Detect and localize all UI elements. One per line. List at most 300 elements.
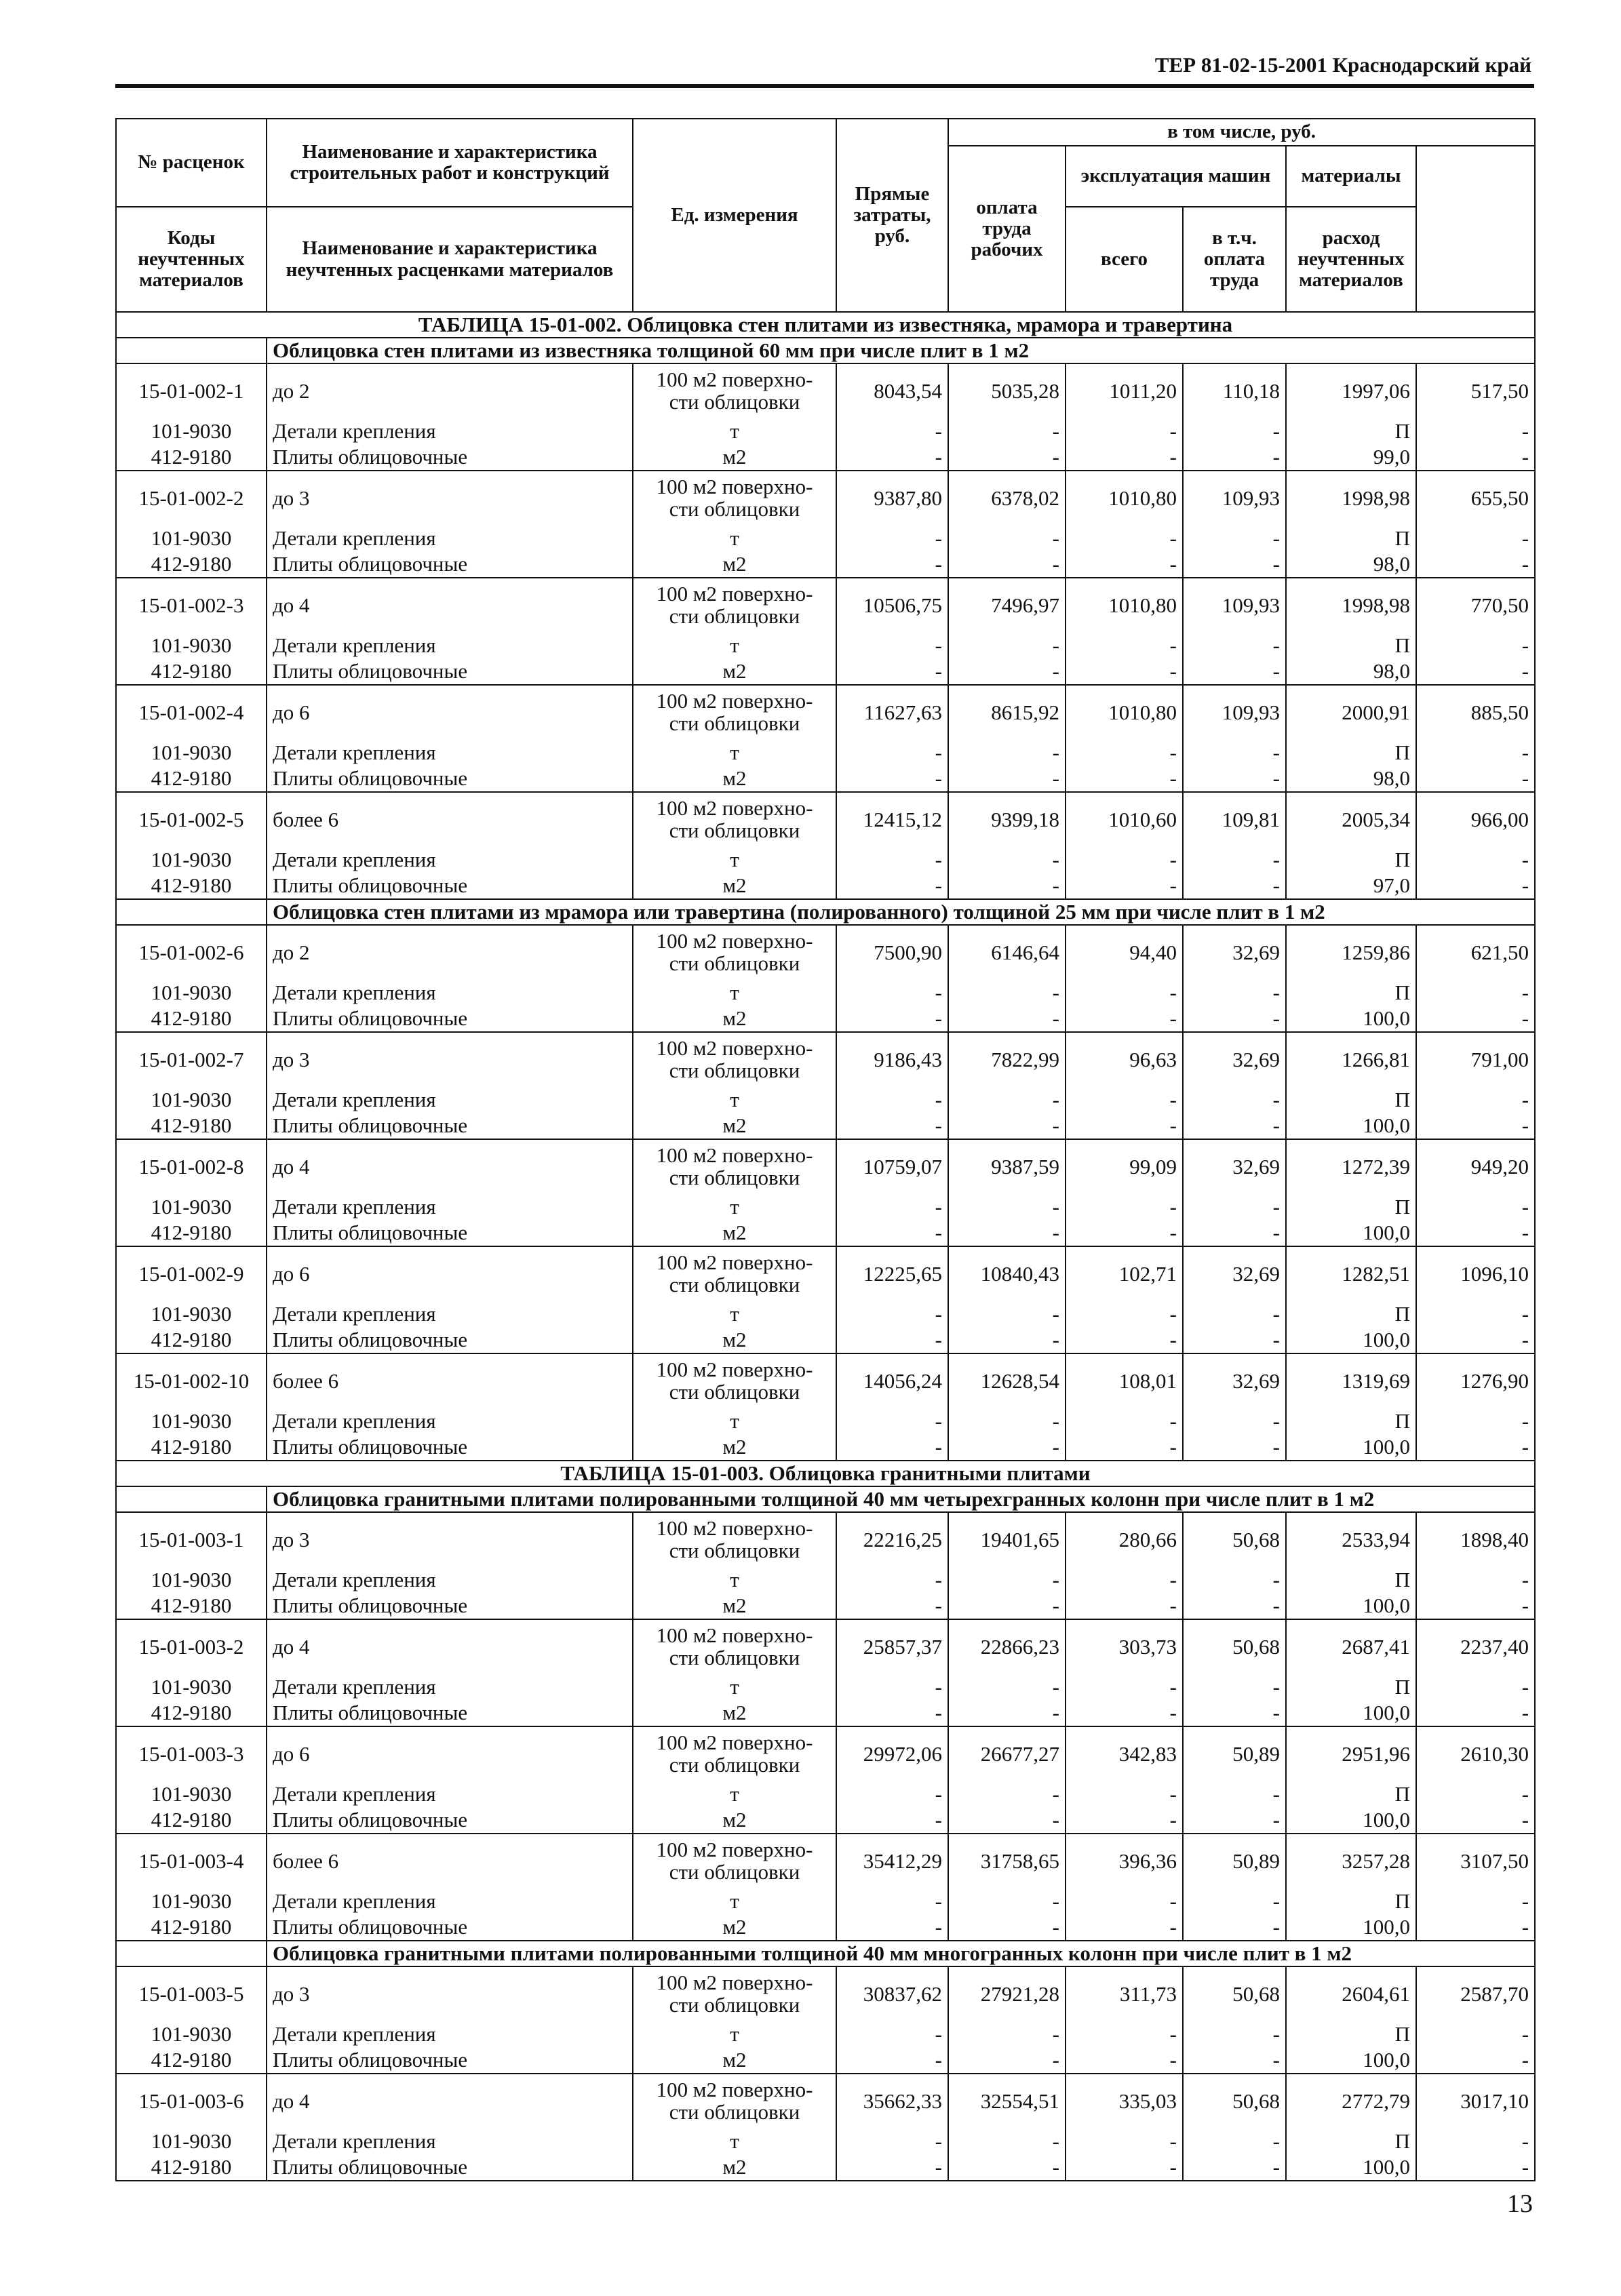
direct-cost: - [836,739,948,766]
col-incl: в том числе, руб. [948,119,1535,146]
material-name: Плиты облицовочные [267,1006,633,1032]
machines-labor: - [1183,525,1286,551]
unit-line-1: 100 м2 поверхно- [656,928,813,953]
direct-cost: - [836,979,948,1006]
rate-code: 15-01-002-4 [116,685,267,739]
material-unit: м2 [633,1593,836,1619]
rate-name: до 6 [267,1726,633,1781]
unit-line-2: сти облицовки [669,2099,800,2124]
rate-unit [633,792,836,846]
material-code: 101-9030 [116,1408,267,1434]
col-labor: оплата труда рабочих [948,146,1066,312]
material-qty: П [1286,2128,1416,2154]
labor-hours: 2610,30 [1416,1726,1535,1781]
material-code: 412-9180 [116,1593,267,1619]
material-code: 101-9030 [116,2128,267,2154]
material-row [116,1566,1535,1593]
header-rule [115,84,1534,88]
material-code: 101-9030 [116,1193,267,1220]
material-code: 101-9030 [116,1301,267,1327]
labor-hours: - [1416,766,1535,792]
labor-pay: - [948,1193,1066,1220]
labor-pay: 9399,18 [948,792,1066,846]
rate-row [116,578,1535,632]
machines-total: 108,01 [1066,1353,1183,1408]
group-title-row [116,899,1535,925]
labor-hours: - [1416,2154,1535,2181]
material-qty: П [1286,632,1416,658]
labor-pay: - [948,525,1066,551]
machines-total: 96,63 [1066,1032,1183,1086]
rate-row [116,925,1535,979]
labor-pay: - [948,2047,1066,2074]
labor-pay: - [948,658,1066,685]
labor-pay: - [948,2021,1066,2047]
labor-hours: - [1416,1674,1535,1700]
labor-hours: - [1416,1408,1535,1434]
direct-cost: - [836,1113,948,1139]
labor-hours: - [1416,1914,1535,1941]
labor-pay: 6378,02 [948,471,1066,525]
machines-total: - [1066,979,1183,1006]
material-name: Детали крепления [267,1888,633,1914]
rate-name: более 6 [267,1834,633,1888]
direct-cost: - [836,1301,948,1327]
material-unit: т [633,1301,836,1327]
machines-labor: - [1183,1434,1286,1461]
machines-labor: - [1183,1086,1286,1113]
labor-pay: - [948,1113,1066,1139]
material-qty: П [1286,1566,1416,1593]
labor-pay: - [948,1914,1066,1941]
machines-total: 1010,80 [1066,471,1183,525]
direct-cost: - [836,418,948,444]
material-name: Плиты облицовочные [267,766,633,792]
labor-hours: - [1416,979,1535,1006]
labor-hours: - [1416,418,1535,444]
material-unit: т [633,1408,836,1434]
machines-labor: 50,89 [1183,1726,1286,1781]
material-name: Детали крепления [267,1301,633,1327]
rate-code: 15-01-002-9 [116,1246,267,1301]
labor-hours: 770,50 [1416,578,1535,632]
labor-hours: - [1416,1220,1535,1246]
rate-row [116,1353,1535,1408]
direct-cost: - [836,444,948,471]
rate-name: до 6 [267,1246,633,1301]
machines-labor: - [1183,1914,1286,1941]
material-name: Детали крепления [267,418,633,444]
direct-cost: - [836,1086,948,1113]
direct-cost: 35412,29 [836,1834,948,1888]
material-code: 412-9180 [116,1434,267,1461]
rate-unit [633,1966,836,2021]
material-row [116,2021,1535,2047]
material-code: 412-9180 [116,1006,267,1032]
unit-line-1: 100 м2 поверхно- [656,1623,813,1647]
document-reference: ТЕР 81-02-15-2001 Краснодарский край [1154,53,1531,77]
labor-pay: - [948,2154,1066,2181]
labor-pay: 12628,54 [948,1353,1066,1408]
labor-pay: - [948,1434,1066,1461]
machines-labor: - [1183,739,1286,766]
material-row [116,846,1535,873]
direct-cost: 10506,75 [836,578,948,632]
material-name: Плиты облицовочные [267,1220,633,1246]
machines-labor: - [1183,551,1286,578]
material-name: Плиты облицовочные [267,1113,633,1139]
material-code: 412-9180 [116,766,267,792]
rate-row [116,1032,1535,1086]
material-name: Плиты облицовочные [267,658,633,685]
material-unit: т [633,418,836,444]
unit-line-1: 100 м2 поверхно- [656,367,813,391]
unit-line-2: сти облицовки [669,1165,800,1189]
material-row [116,1193,1535,1220]
materials-cost: 2533,94 [1286,1512,1416,1566]
machines-total: - [1066,2154,1183,2181]
col-code-top: № расценок [116,119,267,207]
material-qty: П [1286,1301,1416,1327]
material-code: 101-9030 [116,1674,267,1700]
labor-hours: - [1416,2021,1535,2047]
material-row [116,739,1535,766]
unit-line-1: 100 м2 поверхно- [656,688,813,713]
machines-total: - [1066,1113,1183,1139]
rate-row [116,1834,1535,1888]
machines-labor: - [1183,1807,1286,1834]
machines-total: 1010,80 [1066,685,1183,739]
rate-unit [633,1619,836,1674]
materials-cost: 2005,34 [1286,792,1416,846]
machines-total: - [1066,1781,1183,1807]
machines-labor: 50,89 [1183,1834,1286,1888]
material-name: Детали крепления [267,525,633,551]
rate-unit [633,1834,836,1888]
group-title-row [116,1941,1535,1966]
materials-cost: 1998,98 [1286,471,1416,525]
machines-labor: - [1183,873,1286,899]
direct-cost: 12225,65 [836,1246,948,1301]
direct-cost: - [836,1888,948,1914]
machines-total: 1010,60 [1066,792,1183,846]
machines-labor: 32,69 [1183,925,1286,979]
material-code: 412-9180 [116,551,267,578]
material-name: Детали крепления [267,1674,633,1700]
materials-cost: 1272,39 [1286,1139,1416,1193]
material-row [116,1006,1535,1032]
page-number: 13 [1507,2190,1533,2218]
material-row [116,1700,1535,1726]
machines-total: - [1066,1327,1183,1353]
direct-cost: 25857,37 [836,1619,948,1674]
machines-total: - [1066,1566,1183,1593]
material-row [116,1914,1535,1941]
material-row [116,1301,1535,1327]
material-name: Плиты облицовочные [267,551,633,578]
rate-code: 15-01-002-10 [116,1353,267,1408]
labor-pay: - [948,418,1066,444]
direct-cost: - [836,1593,948,1619]
machines-total: - [1066,873,1183,899]
machines-labor: - [1183,418,1286,444]
labor-hours: 2587,70 [1416,1966,1535,2021]
rate-code: 15-01-003-5 [116,1966,267,2021]
materials-cost: 2604,61 [1286,1966,1416,2021]
machines-total: - [1066,1674,1183,1700]
labor-pay: - [948,1674,1066,1700]
machines-total: 99,09 [1066,1139,1183,1193]
machines-labor: 50,68 [1183,1966,1286,2021]
unit-line-1: 100 м2 поверхно- [656,795,813,820]
unit-line-1: 100 м2 поверхно- [656,1516,813,1540]
material-row [116,418,1535,444]
material-qty: П [1286,846,1416,873]
labor-hours: 621,50 [1416,925,1535,979]
labor-pay: - [948,766,1066,792]
machines-total: 94,40 [1066,925,1183,979]
machines-total: 342,83 [1066,1726,1183,1781]
direct-cost: 29972,06 [836,1726,948,1781]
material-qty: П [1286,2021,1416,2047]
direct-cost: - [836,658,948,685]
labor-pay: 32554,51 [948,2074,1066,2128]
machines-total: 1011,20 [1066,363,1183,418]
machines-labor: - [1183,766,1286,792]
material-code: 101-9030 [116,418,267,444]
material-row [116,979,1535,1006]
machines-labor: 50,68 [1183,1619,1286,1674]
material-name: Плиты облицовочные [267,2154,633,2181]
machines-total: 311,73 [1066,1966,1183,2021]
machines-labor: - [1183,1566,1286,1593]
material-unit: м2 [633,766,836,792]
unit-line-2: сти облицовки [669,1752,800,1777]
direct-cost: 11627,63 [836,685,948,739]
section-title-row [116,1461,1535,1486]
material-row [116,1113,1535,1139]
labor-pay: 9387,59 [948,1139,1066,1193]
material-unit: т [633,2128,836,2154]
machines-labor: - [1183,2021,1286,2047]
unit-line-2: сти облицовки [669,711,800,735]
group-title-lead [116,1486,267,1512]
labor-pay: - [948,739,1066,766]
machines-total: 303,73 [1066,1619,1183,1674]
direct-cost: - [836,1700,948,1726]
direct-cost: - [836,766,948,792]
material-name: Детали крепления [267,1566,633,1593]
rates-table-container [115,118,1534,2179]
machines-total: - [1066,1006,1183,1032]
rate-unit [633,578,836,632]
labor-pay: 26677,27 [948,1726,1066,1781]
materials-cost: 2772,79 [1286,2074,1416,2128]
material-qty: П [1286,1086,1416,1113]
rate-unit [633,1353,836,1408]
material-unit: т [633,1674,836,1700]
material-name: Плиты облицовочные [267,1914,633,1941]
direct-cost: - [836,1914,948,1941]
unit-line-2: сти облицовки [669,389,800,414]
rate-name: до 4 [267,2074,633,2128]
machines-labor: - [1183,632,1286,658]
rate-unit [633,1032,836,1086]
labor-pay: - [948,551,1066,578]
material-code: 412-9180 [116,1700,267,1726]
direct-cost: - [836,2047,948,2074]
labor-hours: 655,50 [1416,471,1535,525]
rate-code: 15-01-002-2 [116,471,267,525]
material-unit: м2 [633,1700,836,1726]
material-name: Детали крепления [267,846,633,873]
unit-line-1: 100 м2 поверхно- [656,1837,813,1861]
col-direct: Прямые затраты, руб. [836,119,948,312]
labor-pay: 8615,92 [948,685,1066,739]
material-qty: 100,0 [1286,1006,1416,1032]
machines-total: - [1066,1220,1183,1246]
machines-total: 1010,80 [1066,578,1183,632]
machines-total: 102,71 [1066,1246,1183,1301]
material-name: Плиты облицовочные [267,2047,633,2074]
material-qty: П [1286,1888,1416,1914]
machines-total: - [1066,1193,1183,1220]
material-code: 412-9180 [116,873,267,899]
rate-row [116,1512,1535,1566]
material-row [116,1888,1535,1914]
material-unit: м2 [633,1006,836,1032]
direct-cost: 9186,43 [836,1032,948,1086]
machines-total: - [1066,1434,1183,1461]
direct-cost: - [836,1674,948,1700]
labor-hours: - [1416,2128,1535,2154]
labor-hours: - [1416,658,1535,685]
labor-pay: - [948,1327,1066,1353]
labor-hours: - [1416,1700,1535,1726]
material-unit: т [633,1193,836,1220]
material-unit: м2 [633,873,836,899]
rate-row [116,1726,1535,1781]
labor-pay: 10840,43 [948,1246,1066,1301]
material-name: Плиты облицовочные [267,1434,633,1461]
rate-row [116,1139,1535,1193]
section-title: ТАБЛИЦА 15-01-003. Облицовка гранитными плитами [116,1461,1535,1486]
labor-pay: - [948,1888,1066,1914]
machines-total: - [1066,551,1183,578]
group-title: Облицовка стен плитами из известняка толщиной 60 мм при числе плит в 1 м2 [267,338,1535,363]
direct-cost: 35662,33 [836,2074,948,2128]
machines-labor: 32,69 [1183,1353,1286,1408]
material-qty: П [1286,418,1416,444]
direct-cost: 8043,54 [836,363,948,418]
col-machines-labor: в т.ч. оплата труда [1183,207,1286,312]
material-unit: м2 [633,1113,836,1139]
machines-labor: - [1183,2154,1286,2181]
machines-total: - [1066,1700,1183,1726]
group-title: Облицовка стен плитами из мрамора или травертина (полированного) толщиной 25 мм при числе плит в 1 м2 [267,899,1535,925]
direct-cost: - [836,525,948,551]
labor-pay: 27921,28 [948,1966,1066,2021]
machines-total: - [1066,418,1183,444]
material-code: 101-9030 [116,846,267,873]
materials-cost: 1266,81 [1286,1032,1416,1086]
machines-labor: - [1183,1674,1286,1700]
material-code: 412-9180 [116,1914,267,1941]
material-qty: П [1286,1674,1416,1700]
material-code: 101-9030 [116,632,267,658]
unit-line-2: сти облицовки [669,1859,800,1884]
section-title-row [116,312,1535,338]
machines-total: - [1066,632,1183,658]
labor-hours: - [1416,1434,1535,1461]
labor-pay: - [948,1807,1066,1834]
direct-cost: - [836,1220,948,1246]
material-row [116,1434,1535,1461]
machines-total: - [1066,1914,1183,1941]
labor-hours: - [1416,551,1535,578]
col-name-bottom: Наименование и характеристика неучтенных расценками материалов [267,207,633,312]
rate-name: до 4 [267,1139,633,1193]
unit-line-2: сти облицовки [669,1538,800,1562]
labor-hours: - [1416,739,1535,766]
unit-line-2: сти облицовки [669,1379,800,1404]
material-unit: т [633,632,836,658]
rate-row [116,1246,1535,1301]
material-row [116,1674,1535,1700]
machines-labor: - [1183,1888,1286,1914]
unit-line-1: 100 м2 поверхно- [656,1730,813,1754]
material-name: Детали крепления [267,739,633,766]
material-unit: т [633,1888,836,1914]
labor-pay: - [948,1301,1066,1327]
rate-unit [633,1726,836,1781]
machines-labor: - [1183,1700,1286,1726]
rate-row [116,2074,1535,2128]
materials-cost: 1319,69 [1286,1353,1416,1408]
materials-cost: 1259,86 [1286,925,1416,979]
labor-pay: 7822,99 [948,1032,1066,1086]
machines-labor: 109,93 [1183,578,1286,632]
direct-cost: - [836,1327,948,1353]
labor-pay: - [948,1566,1066,1593]
direct-cost: - [836,632,948,658]
material-code: 412-9180 [116,2154,267,2181]
material-unit: м2 [633,2154,836,2181]
labor-hours: 791,00 [1416,1032,1535,1086]
machines-labor: - [1183,1006,1286,1032]
labor-hours: 3107,50 [1416,1834,1535,1888]
direct-cost: - [836,551,948,578]
labor-pay: - [948,1408,1066,1434]
labor-hours: 966,00 [1416,792,1535,846]
material-code: 101-9030 [116,739,267,766]
material-row [116,525,1535,551]
material-name: Плиты облицовочные [267,444,633,471]
group-title: Облицовка гранитными плитами полированными толщиной 40 мм четырехгранных колонн при числе плит в 1 м2 [267,1486,1535,1512]
machines-labor: - [1183,444,1286,471]
labor-hours: - [1416,1193,1535,1220]
material-row [116,2047,1535,2074]
material-name: Плиты облицовочные [267,873,633,899]
labor-pay: - [948,1781,1066,1807]
material-unit: м2 [633,1807,836,1834]
material-unit: т [633,2021,836,2047]
direct-cost: - [836,1408,948,1434]
machines-total: - [1066,444,1183,471]
machines-total: - [1066,1086,1183,1113]
rate-name: до 3 [267,1512,633,1566]
material-qty: 98,0 [1286,658,1416,685]
